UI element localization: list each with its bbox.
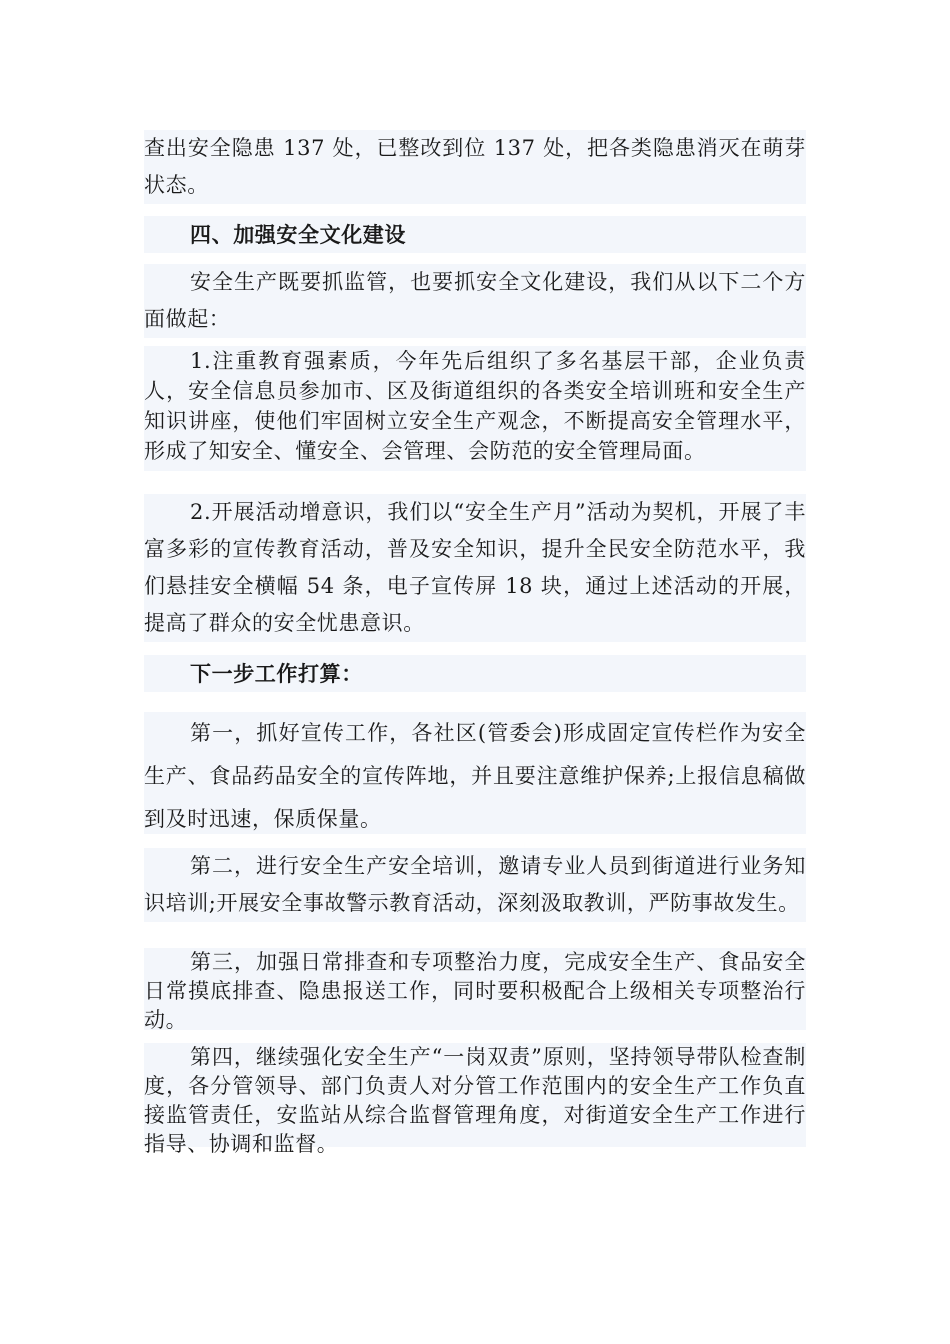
paragraph-block <box>144 130 806 204</box>
paragraph-activities: 2.开展活动增意识，我们以“安全生产月”活动为契机，开展了丰富多彩的宣传教育活动，普及安全知识，提升全民安全防范水平，我们悬挂安全横幅 54 条，电子宣传屏 18 块，通过上述活动的开展，提高了群众的安全忧患意识。 <box>144 500 806 635</box>
paragraph-fourth-item: 第四，继续强化安全生产“一岗双责”原则，坚持领导带队检查制度，各分管领导、部门负责人对分管工作范围内的安全生产工作负直接监管责任，安监站从综合监督管理角度，对街道安全生产工作进行指导、协调和监督。 <box>144 1045 806 1156</box>
paragraph-block <box>144 264 806 338</box>
paragraph-block <box>144 346 806 471</box>
paragraph-third-item: 第三，加强日常排查和专项整治力度，完成安全生产、食品安全日常摸底排查、隐患报送工作，同时要积极配合上级相关专项整治行动。 <box>144 950 806 1032</box>
heading-safety-culture: 四、加强安全文化建设 <box>190 222 406 247</box>
paragraph-block <box>144 948 806 1030</box>
paragraph-block <box>144 1043 806 1156</box>
paragraph-second-item: 第二，进行安全生产安全培训，邀请专业人员到街道进行业务知识培训;开展安全事故警示教育活动，深刻汲取教训，严防事故发生。 <box>144 854 806 915</box>
paragraph-intro-two-aspects: 安全生产既要抓监管，也要抓安全文化建设，我们从以下二个方面做起： <box>144 270 806 331</box>
heading-block <box>144 655 806 692</box>
paragraph-education: 1.注重教育强素质，今年先后组织了多名基层干部，企业负责人，安全信息员参加市、区及街道组织的各类安全培训班和安全生产知识讲座，使他们牢固树立安全生产观念，不断提高安全管理水平，形成了知安全、懂安全、会管理、会防范的安全管理局面。 <box>144 349 806 463</box>
paragraph-block <box>144 494 806 642</box>
paragraph-first-item: 第一，抓好宣传工作，各社区(管委会)形成固定宣传栏作为安全生产、食品药品安全的宣传阵地，并且要注意维护保养;上报信息稿做到及时迅速，保质保量。 <box>144 721 806 831</box>
paragraph-hazards: 查出安全隐患 137 处，已整改到位 137 处，把各类隐患消灭在萌芽状态。 <box>144 136 806 197</box>
heading-next-steps: 下一步工作打算： <box>190 661 363 686</box>
paragraph-block <box>144 712 806 834</box>
heading-block <box>144 216 806 253</box>
paragraph-block <box>144 848 806 922</box>
